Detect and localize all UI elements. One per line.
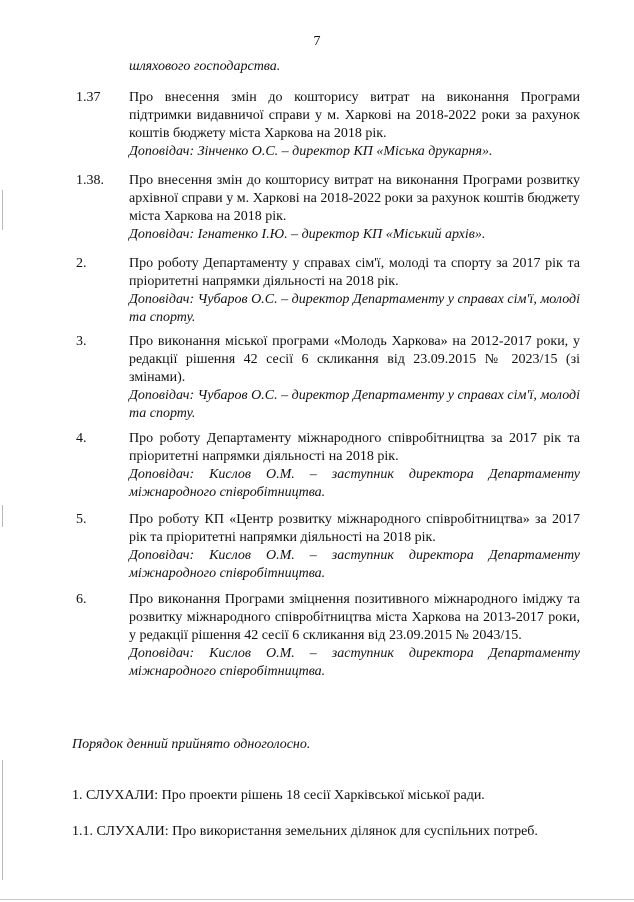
item-title: Про виконання Програми зміцнення позитивного міжнародного іміджу та розвитку міжнародного співробітництва міста Харкова на 2013-2017 роки, у редакції рішення 42 сесії 6 скликання від 23.09.2015 № 2043/15.: [129, 592, 580, 643]
scan-edge-mark: [2, 760, 3, 880]
item-number: 1.37: [76, 90, 101, 105]
item-title: Про внесення змін до кошторису витрат на виконання Програми підтримки видавничої справи у м. Харкові на 2018-2022 роки за рахунок коштів бюджету міста Харкова на 2018 рік.: [129, 90, 580, 141]
item-number: 3.: [76, 334, 87, 349]
item-title: Про роботу Департаменту у справах сім'ї, молоді та спорту за 2017 рік та пріоритетні напрямки діяльності на 2018 рік.: [129, 256, 580, 289]
carryover-text: шляхового господарства.: [129, 59, 281, 74]
item-title: Про внесення змін до кошторису витрат на виконання Програми розвитку архівної справи у м. Харкові на 2018-2022 роки за рахунок коштів бюджету міста Харкова на 2018 рік.: [129, 173, 580, 224]
scan-edge-mark: [2, 505, 3, 527]
scan-edge-bottom: [0, 899, 634, 900]
agenda-approved-note: Порядок денний прийнято одноголосно.: [72, 737, 311, 752]
item-speaker: Доповідач: Кислов О.М. – заступник директора Департаменту міжнародного співробітництва.: [129, 548, 580, 581]
item-speaker: Доповідач: Зінченко О.С. – директор КП «Міська друкарня».: [129, 144, 493, 159]
item-speaker: Доповідач: Чубаров О.С. – директор Департаменту у справах сім'ї, молоді та спорту.: [129, 388, 580, 421]
item-number: 1.38.: [76, 173, 104, 188]
item-number: 4.: [76, 431, 87, 446]
item-speaker: Доповідач: Чубаров О.С. – директор Департаменту у справах сім'ї, молоді та спорту.: [129, 292, 580, 325]
heard-line-2: 1.1. СЛУХАЛИ: Про використання земельних ділянок для суспільних потреб.: [72, 824, 538, 839]
item-title: Про виконання міської програми «Молодь Харкова» на 2012-2017 роки, у редакції рішення 42 сесії 6 скликання від 23.09.2015 № 2023/15 (зі змінами).: [129, 334, 580, 385]
item-number: 5.: [76, 512, 87, 527]
scan-edge-mark: [2, 190, 3, 230]
item-number: 6.: [76, 592, 87, 607]
heard-line-1: 1. СЛУХАЛИ: Про проекти рішень 18 сесії Харківської міської ради.: [72, 788, 485, 803]
item-speaker: Доповідач: Кислов О.М. – заступник директора Департаменту міжнародного співробітництва.: [129, 467, 580, 500]
item-speaker: Доповідач: Ігнатенко І.Ю. – директор КП «Міський архів».: [129, 227, 486, 242]
item-speaker: Доповідач: Кислов О.М. – заступник директора Департаменту міжнародного співробітництва.: [129, 646, 580, 679]
page-number: 7: [313, 34, 321, 49]
item-number: 2.: [76, 256, 87, 271]
item-title: Про роботу Департаменту міжнародного співробітництва за 2017 рік та пріоритетні напрямки діяльності на 2018 рік.: [129, 431, 580, 464]
item-title: Про роботу КП «Центр розвитку міжнародного співробітництва» за 2017 рік та пріоритетні напрямки діяльності на 2018 рік.: [129, 512, 580, 545]
